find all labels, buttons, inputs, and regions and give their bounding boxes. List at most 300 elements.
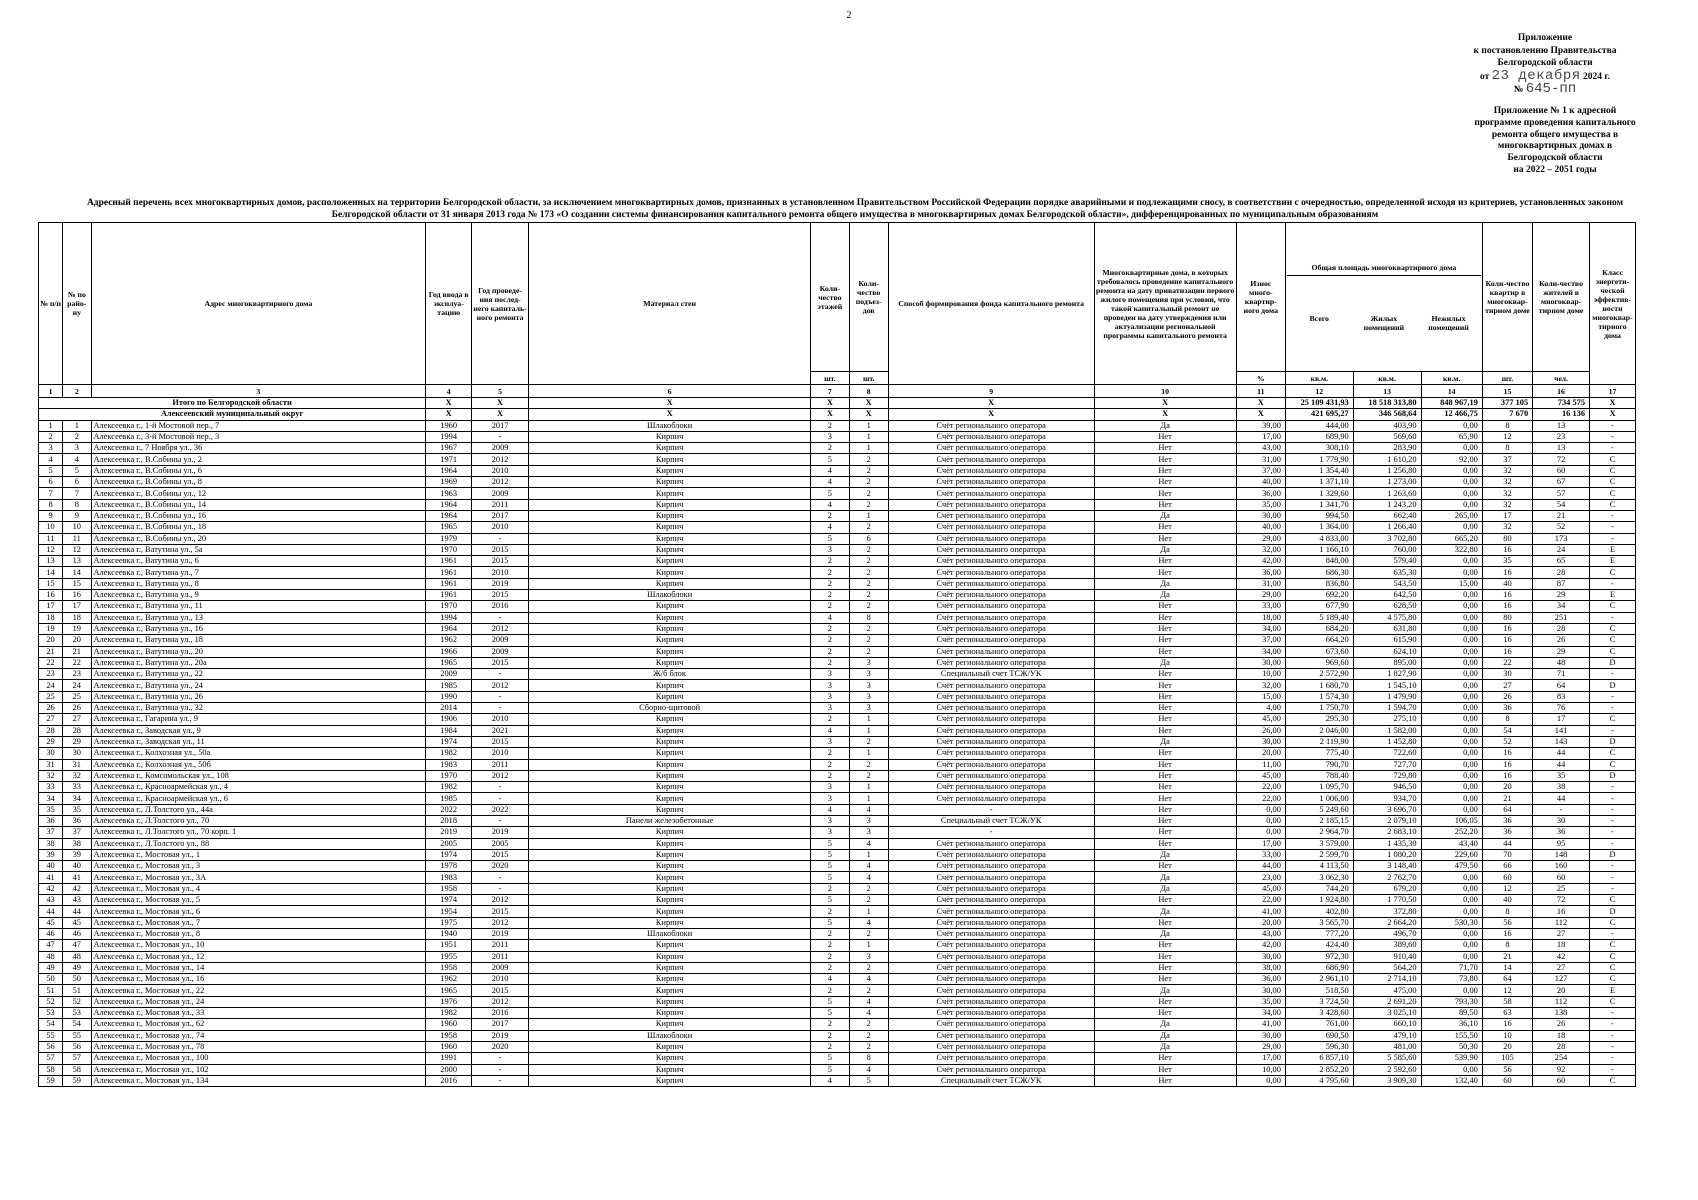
header-cell: Коли-чество квартир в многоквар-тирном доме [1482, 223, 1532, 372]
floors-count: 4 [811, 465, 849, 476]
wall-material: Кирпич [529, 996, 811, 1007]
apartments-count: 40 [1482, 895, 1532, 906]
area-sub-total: Всего [1309, 313, 1329, 323]
residents-count: 52 [1533, 522, 1590, 533]
apartments-count: 16 [1482, 748, 1532, 759]
area-total: 1 006,00 [1285, 793, 1353, 804]
district-number: 50 [63, 974, 91, 985]
floors-count: 2 [811, 985, 849, 996]
area-living: 403,90 [1353, 420, 1421, 431]
address-cell: Алексеевка г., Л.Толстого ул., 44а [91, 804, 426, 815]
area-nonliving: 0,00 [1421, 940, 1482, 951]
header-cell: Коли-чество подъез-дов [849, 223, 888, 372]
privatization-flag: Нет [1094, 522, 1236, 533]
table-row [39, 974, 1636, 985]
floors-count: 2 [811, 748, 849, 759]
apartments-count: 21 [1482, 793, 1532, 804]
address-cell: Алексеевка г., Мостовая ул., 24 [91, 996, 426, 1007]
year-built: 1965 [426, 522, 472, 533]
row-number: 24 [39, 680, 63, 691]
column-number-cell: 12 [1285, 385, 1353, 398]
row-number: 7 [39, 488, 63, 499]
table-row [39, 725, 1636, 736]
header-cell: Коли-чество этажей [811, 223, 849, 372]
area-total: 972,30 [1285, 951, 1353, 962]
area-total: 664,20 [1285, 635, 1353, 646]
entrances-count: 2 [849, 623, 888, 634]
residents-count: 87 [1533, 578, 1590, 589]
area-total: 690,50 [1285, 1030, 1353, 1041]
area-living: 642,50 [1353, 590, 1421, 601]
summary-cell: X [472, 409, 529, 420]
floors-count: 4 [811, 725, 849, 736]
apartments-count: 16 [1482, 646, 1532, 657]
floors-count: 2 [811, 657, 849, 668]
district-number: 41 [63, 872, 91, 883]
floors-count: 5 [811, 861, 849, 872]
summary-cell: 25 109 431,93 [1285, 398, 1353, 409]
floors-count: 2 [811, 1019, 849, 1030]
summary-row [39, 398, 1636, 409]
privatization-flag: Нет [1094, 793, 1236, 804]
summary-cell: 12 466,75 [1421, 409, 1482, 420]
district-number: 59 [63, 1075, 91, 1086]
wear-percent: 45,00 [1236, 770, 1285, 781]
table-row [39, 985, 1636, 996]
address-cell: Алексеевка г., Заводская ул., 9 [91, 725, 426, 736]
wear-percent: 30,00 [1236, 657, 1285, 668]
year-built: 1940 [426, 928, 472, 939]
row-number: 41 [39, 872, 63, 883]
wear-percent: 44,00 [1236, 861, 1285, 872]
energy-class: - [1590, 793, 1636, 804]
residents-count: 30 [1533, 815, 1590, 826]
residents-count: 95 [1533, 838, 1590, 849]
summary-label: Итого по Белгородской области [39, 398, 426, 409]
unit-cell: кв.м. [1421, 372, 1482, 385]
floors-count: 4 [811, 477, 849, 488]
decree-date-handwritten: 23 декабря [1491, 67, 1581, 84]
table-row [39, 635, 1636, 646]
energy-class: C [1590, 895, 1636, 906]
apartments-count: 56 [1482, 1064, 1532, 1075]
address-cell: Алексеевка г., Мостовая ул., 6 [91, 906, 426, 917]
year-built: 1961 [426, 578, 472, 589]
table-row [39, 962, 1636, 973]
district-number: 40 [63, 861, 91, 872]
year-last-repair: 2009 [472, 646, 529, 657]
year-built: 1964 [426, 499, 472, 510]
district-number: 45 [63, 917, 91, 928]
floors-count: 5 [811, 488, 849, 499]
area-nonliving: 0,00 [1421, 623, 1482, 634]
wall-material: Шлакоблоки [529, 590, 811, 601]
row-number: 42 [39, 883, 63, 894]
year-last-repair: 2016 [472, 1008, 529, 1019]
summary-cell: 7 670 [1482, 409, 1532, 420]
area-nonliving: 252,20 [1421, 827, 1482, 838]
entrances-count: 3 [849, 669, 888, 680]
floors-count: 2 [811, 510, 849, 521]
entrances-count: 4 [849, 917, 888, 928]
column-number-cell: 13 [1353, 385, 1421, 398]
row-number: 26 [39, 703, 63, 714]
area-total: 3 428,60 [1285, 1008, 1353, 1019]
apartments-count: 20 [1482, 782, 1532, 793]
area-nonliving: 15,00 [1421, 578, 1482, 589]
row-number: 34 [39, 793, 63, 804]
area-living: 4 575,80 [1353, 612, 1421, 623]
wall-material: Кирпич [529, 759, 811, 770]
wall-material: Кирпич [529, 782, 811, 793]
privatization-flag: Нет [1094, 601, 1236, 612]
entrances-count: 2 [849, 601, 888, 612]
year-last-repair: 2009 [472, 443, 529, 454]
year-built: 1964 [426, 623, 472, 634]
summary-cell: X [849, 398, 888, 409]
entrances-count: 4 [849, 974, 888, 985]
area-sub-living: Жилых помещений [1363, 313, 1405, 332]
address-cell: Алексеевка г., Ватутина ул., 26 [91, 691, 426, 702]
privatization-flag: Нет [1094, 940, 1236, 951]
column-number-cell: 5 [472, 385, 529, 398]
area-total: 1 329,60 [1285, 488, 1353, 499]
area-living: 389,60 [1353, 940, 1421, 951]
area-nonliving: 0,00 [1421, 567, 1482, 578]
district-number: 33 [63, 782, 91, 793]
residents-count: 67 [1533, 477, 1590, 488]
floors-count: 2 [811, 883, 849, 894]
privatization-flag: Нет [1094, 815, 1236, 826]
area-total: 686,30 [1285, 567, 1353, 578]
area-nonliving: 0,00 [1421, 895, 1482, 906]
energy-class: E [1590, 985, 1636, 996]
privatization-flag: Нет [1094, 748, 1236, 759]
district-number: 28 [63, 725, 91, 736]
row-number: 43 [39, 895, 63, 906]
area-nonliving: 0,00 [1421, 488, 1482, 499]
table-row [39, 646, 1636, 657]
row-number: 50 [39, 974, 63, 985]
wall-material: Шлакоблоки [529, 1030, 811, 1041]
entrances-count: 2 [849, 544, 888, 555]
row-number: 25 [39, 691, 63, 702]
entrances-count: 1 [849, 420, 888, 431]
fund-method: Счёт регионального оператора [888, 782, 1094, 793]
wear-percent: 40,00 [1236, 522, 1285, 533]
area-nonliving: 0,00 [1421, 635, 1482, 646]
area-nonliving: 71,70 [1421, 962, 1482, 973]
address-cell: Алексеевка г., Мостовая ул., 16 [91, 974, 426, 985]
wear-percent: 20,00 [1236, 917, 1285, 928]
area-total: 1 779,90 [1285, 454, 1353, 465]
entrances-count: 3 [849, 657, 888, 668]
apartments-count: 12 [1482, 431, 1532, 442]
wear-percent: 23,00 [1236, 872, 1285, 883]
address-cell: Алексеевка г., В.Собины ул., 20 [91, 533, 426, 544]
year-built: 1978 [426, 861, 472, 872]
fund-method: Счёт регионального оператора [888, 996, 1094, 1007]
area-total: 2 964,70 [1285, 827, 1353, 838]
floors-count: 3 [811, 736, 849, 747]
energy-class: - [1590, 431, 1636, 442]
year-last-repair: - [472, 703, 529, 714]
area-living: 1 273,00 [1353, 477, 1421, 488]
decree-appendix-header [1400, 32, 1690, 97]
address-cell: Алексеевка г., Мостовая ул., 5 [91, 895, 426, 906]
energy-class: D [1590, 680, 1636, 691]
fund-method: Счёт регионального оператора [888, 928, 1094, 939]
summary-cell: X [529, 409, 811, 420]
privatization-flag: Нет [1094, 623, 1236, 634]
fund-method: Счёт регионального оператора [888, 691, 1094, 702]
area-nonliving: 0,00 [1421, 691, 1482, 702]
area-nonliving: 0,00 [1421, 928, 1482, 939]
energy-class: - [1590, 510, 1636, 521]
entrances-count: 2 [849, 985, 888, 996]
year-built: 2009 [426, 669, 472, 680]
year-built: 1958 [426, 883, 472, 894]
decree-number-handwritten: 645-пп [1525, 81, 1577, 97]
area-living: 2 664,20 [1353, 917, 1421, 928]
residents-count: 148 [1533, 849, 1590, 860]
area-total: 444,00 [1285, 420, 1353, 431]
fund-method: Счёт регионального оператора [888, 477, 1094, 488]
district-number: 25 [63, 691, 91, 702]
residents-count: 60 [1533, 465, 1590, 476]
row-number: 20 [39, 635, 63, 646]
row-number: 33 [39, 782, 63, 793]
floors-count: 5 [811, 895, 849, 906]
energy-class: - [1590, 703, 1636, 714]
floors-count: 2 [811, 962, 849, 973]
area-nonliving: 0,00 [1421, 522, 1482, 533]
area-living: 1 080,20 [1353, 849, 1421, 860]
area-living: 579,40 [1353, 556, 1421, 567]
floors-count: 5 [811, 1008, 849, 1019]
year-built: 2016 [426, 1075, 472, 1086]
energy-class: - [1590, 1053, 1636, 1064]
fund-method: Счёт регионального оператора [888, 1053, 1094, 1064]
privatization-flag: Да [1094, 1019, 1236, 1030]
row-number: 31 [39, 759, 63, 770]
apartments-count: 16 [1482, 567, 1532, 578]
energy-class: C [1590, 962, 1636, 973]
energy-class: D [1590, 736, 1636, 747]
year-last-repair: 2017 [472, 1019, 529, 1030]
year-last-repair: 2019 [472, 827, 529, 838]
residents-count: 25 [1533, 883, 1590, 894]
year-built: 1976 [426, 996, 472, 1007]
apartments-count: 32 [1482, 465, 1532, 476]
fund-method: - [888, 827, 1094, 838]
residents-count: 35 [1533, 770, 1590, 781]
wall-material: Кирпич [529, 522, 811, 533]
residents-count: 44 [1533, 793, 1590, 804]
table-row [39, 838, 1636, 849]
area-total: 1 924,80 [1285, 895, 1353, 906]
apartments-count: 37 [1482, 454, 1532, 465]
table-row [39, 736, 1636, 747]
year-built: 1970 [426, 544, 472, 555]
floors-count: 4 [811, 612, 849, 623]
row-number: 59 [39, 1075, 63, 1086]
privatization-flag: Нет [1094, 691, 1236, 702]
entrances-count: 3 [849, 827, 888, 838]
entrances-count: 1 [849, 714, 888, 725]
summary-row [39, 409, 1636, 420]
energy-class: - [1590, 872, 1636, 883]
year-last-repair: - [472, 691, 529, 702]
privatization-flag: Да [1094, 420, 1236, 431]
energy-class: C [1590, 996, 1636, 1007]
row-number: 30 [39, 748, 63, 759]
year-last-repair: 2012 [472, 917, 529, 928]
address-cell: Алексеевка г., Ватутина ул., 8 [91, 578, 426, 589]
address-cell: Алексеевка г., Ватутина ул., 11 [91, 601, 426, 612]
district-number: 31 [63, 759, 91, 770]
fund-method: Счёт регионального оператора [888, 1041, 1094, 1052]
table-row [39, 657, 1636, 668]
year-built: 1961 [426, 590, 472, 601]
table-row [39, 556, 1636, 567]
wear-percent: 45,00 [1236, 883, 1285, 894]
table-row [39, 895, 1636, 906]
wall-material: Кирпич [529, 556, 811, 567]
floors-count: 2 [811, 940, 849, 951]
fund-method: Счёт регионального оператора [888, 759, 1094, 770]
header-cell: № по райо-ну [63, 223, 91, 385]
area-total: 994,50 [1285, 510, 1353, 521]
fund-method: Счёт регионального оператора [888, 454, 1094, 465]
privatization-flag: Нет [1094, 454, 1236, 465]
wall-material: Кирпич [529, 804, 811, 815]
area-living: 635,30 [1353, 567, 1421, 578]
energy-class: - [1590, 725, 1636, 736]
wall-material: Кирпич [529, 465, 811, 476]
district-number: 12 [63, 544, 91, 555]
residents-count: 28 [1533, 623, 1590, 634]
year-last-repair: 2009 [472, 962, 529, 973]
area-nonliving: 43,40 [1421, 838, 1482, 849]
wall-material: Кирпич [529, 748, 811, 759]
wear-percent: 17,00 [1236, 1053, 1285, 1064]
residents-count: 38 [1533, 782, 1590, 793]
area-total: 1 680,70 [1285, 680, 1353, 691]
year-last-repair: 2009 [472, 488, 529, 499]
privatization-flag: Да [1094, 849, 1236, 860]
address-cell: Алексеевка г., Ватутина ул., 20а [91, 657, 426, 668]
row-number: 9 [39, 510, 63, 521]
year-built: 1963 [426, 488, 472, 499]
header-cell: Класс энергети-ческой эффектив-ности многоквар-тирного дома [1590, 223, 1636, 385]
wear-percent: 33,00 [1236, 601, 1285, 612]
area-total: 686,90 [1285, 962, 1353, 973]
district-number: 8 [63, 499, 91, 510]
wall-material: Кирпич [529, 962, 811, 973]
area-nonliving: 530,30 [1421, 917, 1482, 928]
floors-count: 2 [811, 646, 849, 657]
floors-count: 5 [811, 1064, 849, 1075]
apartments-count: 16 [1482, 928, 1532, 939]
privatization-flag: Да [1094, 657, 1236, 668]
energy-class: - [1590, 782, 1636, 793]
residents-count: - [1533, 804, 1590, 815]
fund-method: Счёт регионального оператора [888, 544, 1094, 555]
address-cell: Алексеевка г., Л.Толстого ул., 70 корп. 1 [91, 827, 426, 838]
address-cell: Алексеевка г., Л.Толстого ул., 88 [91, 838, 426, 849]
wall-material: Кирпич [529, 861, 811, 872]
district-number: 49 [63, 962, 91, 973]
floors-count: 3 [811, 703, 849, 714]
district-number: 51 [63, 985, 91, 996]
row-number: 28 [39, 725, 63, 736]
wear-percent: 41,00 [1236, 906, 1285, 917]
privatization-flag: Да [1094, 872, 1236, 883]
wall-material: Кирпич [529, 1075, 811, 1086]
area-living: 946,50 [1353, 782, 1421, 793]
wear-percent: 36,00 [1236, 974, 1285, 985]
area-total: 677,90 [1285, 601, 1353, 612]
area-living: 1 545,10 [1353, 680, 1421, 691]
header-cell: Многоквартирные дома, в которых требовалось проведение капитального ремонта на дату приватизации первого жилого помещения при условии, что такой капитальный ремонт не проведен на дату утверждения или актуализации региональной программы капитального ремонта [1094, 223, 1236, 385]
table-row [39, 477, 1636, 488]
wall-material: Кирпич [529, 431, 811, 442]
privatization-flag: Нет [1094, 443, 1236, 454]
unit-cell: чел. [1533, 372, 1590, 385]
area-total: 2 599,70 [1285, 849, 1353, 860]
privatization-flag: Да [1094, 590, 1236, 601]
area-total: 2 046,00 [1285, 725, 1353, 736]
area-nonliving: 0,00 [1421, 612, 1482, 623]
privatization-flag: Да [1094, 578, 1236, 589]
fund-method: Счёт регионального оператора [888, 906, 1094, 917]
address-cell: Алексеевка г., В.Собины ул., 12 [91, 488, 426, 499]
address-cell: Алексеевка г., Мостовая ул., 4 [91, 883, 426, 894]
apartments-count: 58 [1482, 996, 1532, 1007]
entrances-count: 2 [849, 454, 888, 465]
privatization-flag: Нет [1094, 770, 1236, 781]
wear-percent: 30,00 [1236, 1030, 1285, 1041]
summary-label: Алексеевский муниципальный округ [39, 409, 426, 420]
area-nonliving: 50,30 [1421, 1041, 1482, 1052]
address-cell: Алексеевка г., Комсомольская ул., 108 [91, 770, 426, 781]
address-cell: Алексеевка г., Ватутина ул., 18 [91, 635, 426, 646]
area-total: 848,00 [1285, 556, 1353, 567]
header-cell: Год ввода в эксплуа-тацию [426, 223, 472, 385]
wall-material: Кирпич [529, 1041, 811, 1052]
entrances-count: 2 [849, 646, 888, 657]
district-number: 18 [63, 612, 91, 623]
wall-material: Кирпич [529, 1053, 811, 1064]
year-built: 1974 [426, 895, 472, 906]
area-nonliving: 229,60 [1421, 849, 1482, 860]
page-number: 2 [846, 10, 852, 21]
wall-material: Кирпич [529, 883, 811, 894]
wall-material: Кирпич [529, 601, 811, 612]
wear-percent: 29,00 [1236, 1041, 1285, 1052]
wall-material: Кирпич [529, 917, 811, 928]
document-title-line: Адресный перечень всех многоквартирных домов, расположенных на территории Белгородской области, за исключением многоквартирных домов, признанных в установленном Правительством Российской Федерации порядке аварийными и подлежащими сносу, в соответствии с очередностью, определенной исходя из критериев, установленных законом [86, 198, 1624, 208]
row-number: 49 [39, 962, 63, 973]
summary-cell: X [1094, 398, 1236, 409]
entrances-count: 2 [849, 590, 888, 601]
address-cell: Алексеевка г., Ватутина ул., 22 [91, 669, 426, 680]
wall-material: Кирпич [529, 623, 811, 634]
wall-material: Кирпич [529, 951, 811, 962]
row-number: 48 [39, 951, 63, 962]
row-number: 45 [39, 917, 63, 928]
